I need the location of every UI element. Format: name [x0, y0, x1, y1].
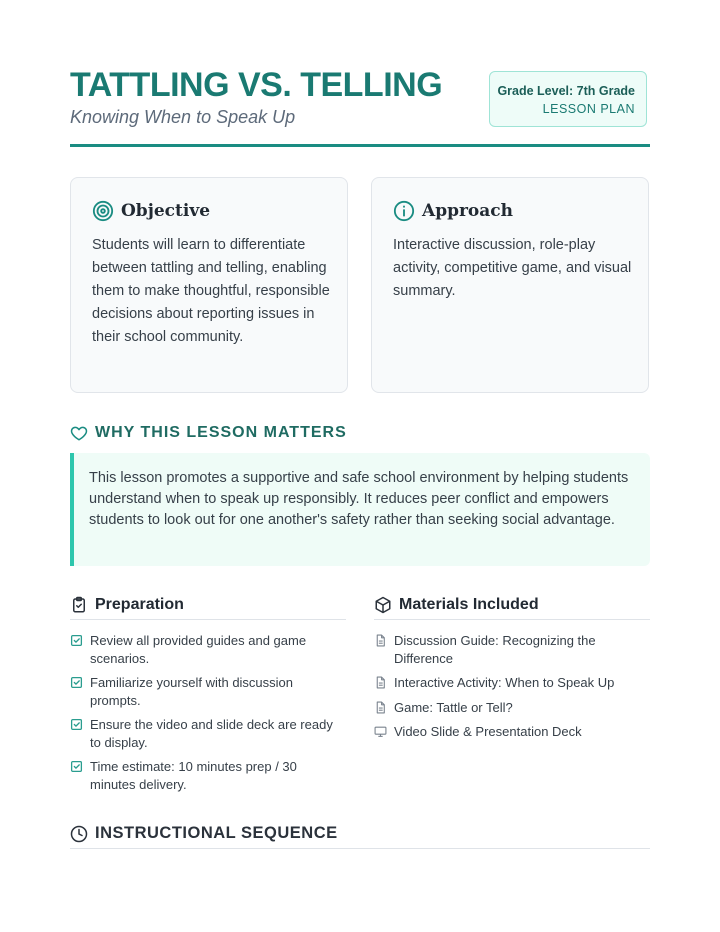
document-icon: [374, 676, 387, 689]
list-item: [70, 716, 346, 751]
checkbox-checked-icon: [70, 676, 83, 689]
list-item: [374, 674, 650, 692]
list-item-text: Ensure the video and slide deck are ready to display.: [90, 717, 333, 750]
monitor-icon: [374, 725, 387, 738]
target-icon: [92, 200, 114, 222]
preparation-heading: [70, 596, 346, 620]
heart-icon: [70, 424, 88, 442]
approach-title: Approach: [422, 201, 513, 221]
objective-card: [70, 177, 348, 393]
sequence-title: INSTRUCTIONAL SEQUENCE: [95, 824, 338, 842]
list-item-text: Game: Tattle or Tell?: [394, 699, 513, 715]
approach-heading: [393, 200, 513, 222]
document-icon: [374, 634, 387, 647]
materials-title: Materials Included: [399, 596, 539, 613]
why-text: This lesson promotes a supportive and safe school environment by helping students understand when to speak up responsibly. It reduces peer conflict and empowers students to look out for one another's safety rather than seeking social advantage.: [89, 470, 629, 528]
objective-title: Objective: [121, 201, 211, 221]
preparation-title: Preparation: [95, 596, 184, 613]
objective-text: Students will learn to differentiate between tattling and telling, enabling them to make thoughtful, responsible decisions about reporting issues in their school community.: [92, 237, 330, 345]
list-item: [70, 632, 346, 667]
list-item: [374, 699, 650, 717]
list-item: [70, 758, 346, 793]
checkbox-checked-icon: [70, 718, 83, 731]
preparation-list: [70, 632, 346, 793]
checkbox-checked-icon: [70, 760, 83, 773]
list-item-text: Review all provided guides and game scenarios.: [90, 633, 307, 666]
grade-level-badge: [489, 71, 647, 127]
list-item: [70, 674, 346, 709]
why-heading: [70, 424, 347, 442]
materials-heading: [374, 596, 650, 620]
list-item-text: Video Slide & Presentation Deck: [394, 724, 582, 739]
list-item-text: Discussion Guide: Recognizing the Difference: [394, 633, 596, 666]
clipboard-icon: [70, 596, 88, 614]
grade-level-text: Grade Level: 7th Grade: [497, 84, 635, 98]
page-subtitle: Knowing When to Speak Up: [70, 107, 296, 127]
checkbox-checked-icon: [70, 634, 83, 647]
sequence-heading: [70, 824, 650, 849]
list-item-text: Time estimate: 10 minutes prep / 30 minutes delivery.: [90, 759, 297, 792]
why-title: WHY THIS LESSON MATTERS: [95, 424, 347, 441]
why-callout: [70, 453, 650, 566]
objective-heading: [92, 200, 210, 222]
list-item: [374, 723, 650, 741]
preparation-section: [70, 596, 346, 800]
document-icon: [374, 701, 387, 714]
materials-section: [374, 596, 650, 748]
header-divider: [70, 144, 650, 147]
doc-type-label: LESSON PLAN: [542, 102, 635, 116]
list-item: [374, 632, 650, 667]
list-item-text: Interactive Activity: When to Speak Up: [394, 675, 615, 690]
page-title: TATTLING VS. TELLING: [70, 66, 443, 104]
list-item-text: Familiarize yourself with discussion prompts.: [90, 675, 294, 708]
approach-card: [371, 177, 649, 393]
clock-icon: [70, 825, 88, 843]
info-icon: [393, 200, 415, 222]
materials-list: [374, 632, 650, 741]
approach-text: Interactive discussion, role-play activity, competitive game, and visual summary.: [393, 237, 632, 299]
box-icon: [374, 596, 392, 614]
